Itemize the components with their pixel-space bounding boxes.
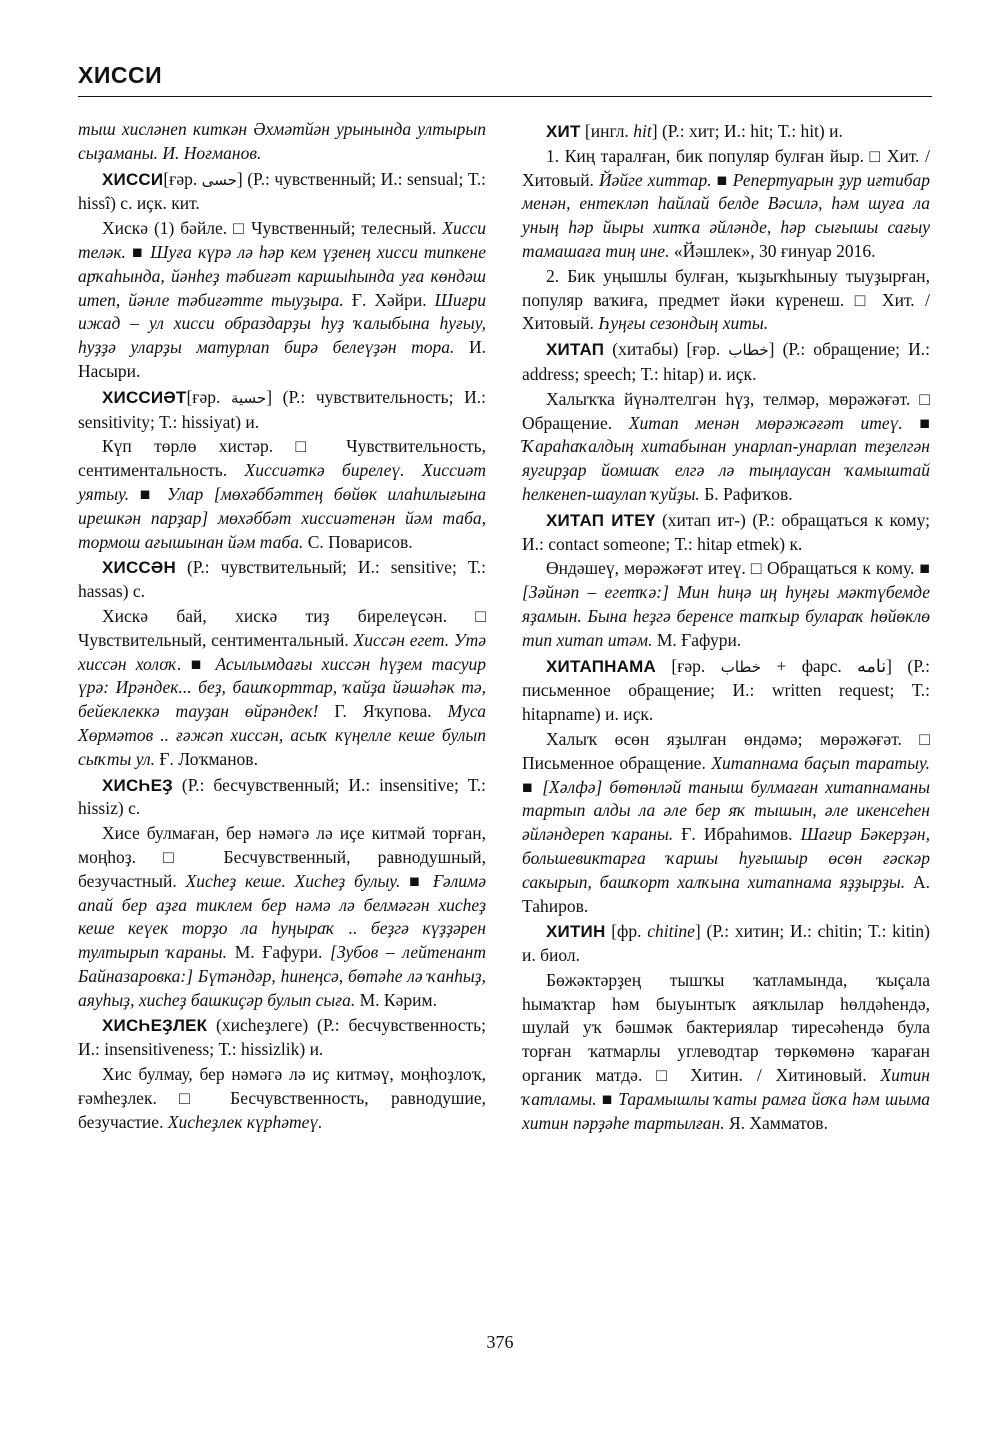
quote-marker: ■ [400,870,433,891]
literary-quote: Тарамышлы ҡаты рамға йоҡа һәм шыма хитин пәрҙәһе тартылған. [522,1088,930,1133]
literary-quote: [Зубов – лейтенант Байназаровка:] Бүтәндәр, һинеңсә, бөтәһе лә ҡанһыҙ, аяуһыҙ, хисһеҙ башкиҫәр булып сыға. [78,942,487,1010]
definition-text: Халыҡҡа йүнәлтелгән һүҙ, телмәр, мөрәжәғәт. □ Обращение. [522,388,930,433]
etymology: [ғәр. [655,655,721,676]
grammar-info: ] (Р.: чувственный; И.: sensual; Т.: hissî) с. иҫк. кит. [78,168,486,214]
quote-author: «Йәшлек», 30 ғинуар 2016. [669,240,876,261]
quote-text: тыш хисләнеп киткән Әхмәтйән урынында ултырып сыҙаманы. И. Ноғманов. [78,119,486,163]
grammar-info: ] (Р.: обращение; И.: address; speech; Т.: hitap) и. иҫк. [522,339,930,384]
dictionary-entry-head [522,655,930,727]
usage-example: Хиссиәткә бирелеү. Хиссиәт уятыу. [78,460,486,504]
quote-marker: ■ [711,169,733,190]
definition-text: Хискә бай, хискә тиҙ бирелеүсән. □ Чувствительный, сентиментальный. [78,605,486,650]
definition-text: Халыҡ өсөн яҙылған өндәмә; мөрәжәғәт. □ Письменное обращение. [522,728,930,773]
dictionary-entry-head [522,920,930,968]
arabic-script: خطاب [720,657,761,676]
dictionary-entry-head [78,556,486,604]
quote-author: М. Ғафури. [227,942,331,963]
headword: ХИССИӘТ [102,387,187,407]
literary-quote: Ҡараһаҡалдың хитабынан унарлап-унарлап теҙелгән яугирҙар йомшаҡ елгә лә тыңлаусан ҡамыштай һелкенеп-шаулап ҡуйҙы. [522,436,930,504]
definition [522,388,930,507]
continued-quote [78,118,486,166]
definition [78,605,486,772]
grammar-info: + фарс. نامه] (Р.: письменное обращение; И.: written request; Т.: hitapname) и. иҫк. [522,655,930,725]
etymology-source-word: hit [633,121,652,141]
definition [78,1063,486,1134]
quote-author: Б. Рафиҡов. [699,483,793,504]
grammar-info: (Р.: обращаться к кому; И.: contact someone; Т.: hitap etmek) к. [522,509,930,554]
dictionary-entry-head [78,774,486,822]
literary-quote: Улар [мөхәббәттең бөйөк илаһилығына ирешкән парҙар] мөхәббәт хиссиәтенән йәм таба, тормош ағышынан йәм таба. [78,483,486,552]
definition [522,969,930,1136]
quote-author: А. Таһиров. [522,871,931,916]
headword: ХИТАПНАМА [546,656,656,676]
etymology: [фр. [605,921,648,942]
literary-quote: Шиғри ижад – ул хисси образдарҙы һуҙ ҡалыбына һуғыу, һуҙҙә уларҙы матурлап бирә белеүҙән тора. [78,289,486,358]
quote-author: И. Насыри. [78,337,487,381]
left-column [78,118,486,1135]
header-rule [78,96,932,97]
grammar-info: (Р.: бесчувственность; И.: insensitiveness; Т.: hissizlik) и. [78,1015,487,1060]
quote-marker: ■ [129,483,168,504]
definition-text: Хискә (1) бәйле. □ Чувственный; телесный. [102,218,443,239]
headword: ХИСҺЕҘЛЕК [102,1016,208,1036]
etymology: (хисһеҙлеге) [207,1015,309,1036]
usage-example: Хитапнама баҫып таратыу. [711,752,930,773]
dictionary-entry-head [522,338,930,387]
definition [78,822,486,1012]
definition [78,217,486,384]
quote-marker: ■ [181,653,216,674]
literary-quote: Репертуарын ҙур иғтибар менән, ентекләп һайлай белде Вәсилә, һәм шуға ла уның һәр йыры хитҡа әйләнде, һәр сығышы сағыу тамашаға тиң ине. [522,169,931,261]
quote-marker: ■ [596,1088,619,1109]
headword: ХИССИ [102,169,164,189]
arabic-script: حسية [230,388,267,407]
usage-example: Хиссән егет. Утә хиссән холоҡ. [78,629,487,674]
etymology: (хитабы) [ғәр. [604,339,729,360]
quote-author: Я. Хамматов. [724,1112,828,1133]
quote-marker: ■ [522,776,543,797]
dictionary-entry-head [78,1014,486,1062]
literary-quote: Шуға күрә лә һәр кем үҙенең хисси типкене арҡаһында, йәнһеҙ тәбиғәт каршыһында уға көндәш итеп, йәнле тәбиғәтте тыуҙыра. [78,241,486,310]
quote-author: Г. Яҡупова. [318,701,448,722]
headword: ХИТИН [546,922,606,942]
definition-text: Хисе булмаған, бер нәмәгә лә иҫе китмәй торған, моңһоҙ. □ Бесчувственный, равнодушный, безучастный. [78,823,486,891]
quote-marker: ■ [919,558,930,579]
quote-author: Ғ. Хәйри. [343,289,435,310]
literary-quote: Шағир Бәкерҙән, большевиктарға ҡаршы һуғышыр өсөн ғәскәр сакырып, башҡорт халҡына хитапнама яҙҙырҙы. [522,824,930,892]
quote-author: М. Кәрим. [355,989,437,1010]
definition-text: Бөжәктәрҙең тышҡы ҡатламында, ҡыҫала һымаҡтар һәм быуынтыҡ аяҡлылар һөлдәһендә, шулай уҡ бәшмәк бактериялар тиресәһендә була торған ҡатмарлы углеводтар төркөмөнә ҡараған органик матдә. □ Хитин. / Хитиновый. [522,969,930,1086]
quote-marker: ■ [125,241,151,262]
definition-text: Өндәшеү, мөрәжәғәт итеү. □ Обращаться к кому. [546,558,920,579]
literary-quote: Асылымдағы хиссән һүҙем тасуир үрә: Ирәндек... беҙ, башҡорттар, ҡайҙа йәшәһәк тә, бейеклеккә тауҙан өйрәндек! [78,653,486,722]
grammar-info: ] (Р.: хит; И.: hit; Т.: hit) и. [651,121,843,141]
definition-text: 2. Бик уңышлы булған, ҡыҙыҡһыныу тыуҙырған, популяр ваҡиға, предмет йәки күренеш. □ Хит. / Хитовый. [522,265,930,334]
arabic-script: حسى [201,170,237,189]
definition [522,557,930,652]
usage-example: Хитап менән мөрәжәғәт итеү. [628,412,903,433]
quote-author: Ғ. Ибраһимов. [673,824,801,845]
grammar-info: (Р.: чувствительный; И.: sensitive; Т.: hassas) с. [78,557,486,602]
etymology: [ғәр. [186,386,231,407]
headword: ХИТАП [546,340,605,360]
literary-quote: Ғәлимә апай бер аҙға тиклем бер нәмә лә белмәгән хисһеҙ кеше кеүек торҙо ла һуңыраҡ .. беҙгә күҙҙәрен тултырып ҡараны. [78,870,486,963]
dictionary-entry-head [78,386,486,435]
definition-text: Хис булмау, бер нәмәгә лә иҫ китмәү, моңһоҙлоҡ, ғәмһеҙлек. □ Бесчувственность, равнодушие, безучастие. [78,1064,486,1132]
usage-example: Һуңғы сезондың хиты. [598,313,769,334]
definition [78,435,486,554]
usage-example: Хисһеҙлек күрһәтеү. [167,1111,323,1132]
grammar-info: ] (Р.: хитин; И.: chitin; Т.: kitin) и. биол. [522,921,930,966]
literary-quote: [Хәлфә] бөтөнләй таныш булмаған хитапнаманы тартып алды ла әле бер яҡ тышын, әле икенсеһен әйләндереп ҡараны. [522,776,930,845]
dictionary-entry-head [522,509,930,557]
definition-text: Күп төрлө хистәр. □ Чувствительность, сентиментальность. [78,436,486,481]
grammar-info: ] (Р.: чувствительность; И.: sensitivity; Т.: hissiyat) и. [78,386,486,432]
etymology: [ингл. [580,121,634,141]
dictionary-entry-head [522,120,930,144]
etymology: [ғәр. [163,168,202,189]
headword: ХИТАП ИТЕҮ [546,510,656,530]
usage-example: Хисси теләк. [78,218,486,262]
page-number: 376 [486,1332,514,1352]
literary-quote: [Зәйнәп – егетҡә:] Мин һиңә иң һуңғы мәктүбемде яҙамын. Бына һеҙгә беренсе тапҡыр булараҡ һөйөклө тип хитап итәм. [522,582,930,650]
headword: ХИСҺЕҘ [102,775,173,795]
definition-text: 1. Киң таралған, бик популяр булған йыр. □ Хит. / Хитовый. [522,145,930,190]
headword: ХИТ [546,122,581,141]
usage-example: Хитин ҡатламы. [522,1065,930,1109]
quote-author: С. Поварисов. [303,531,413,552]
grammar-info: (Р.: бесчувственный; И.: insensitive; Т.: hissiz) с. [78,774,486,819]
usage-example: Йәйге хиттар. [598,169,712,190]
running-head: ХИССИ [78,62,163,88]
definition [522,265,930,336]
definition [522,145,930,264]
arabic-script: خطاب [728,341,769,360]
etymology: (хитап ит-) [655,509,746,530]
quote-author: Ғ. Лоҡманов. [155,748,258,769]
right-column [522,118,930,1136]
headword: ХИССӘН [102,558,176,578]
definition [522,728,930,918]
literary-quote: Муса Хөрмәтов .. ғәжәп хиссән, асыҡ күңелле кеше булып сыҡты ул. [78,701,486,769]
usage-example: Хисһеҙ кеше. Хисһеҙ булыу. [185,870,401,891]
quote-marker: ■ [902,412,930,433]
etymology-source-word: chitine [647,921,695,942]
quote-author: М. Ғафури. [652,629,742,650]
dictionary-entry-head [78,168,486,217]
